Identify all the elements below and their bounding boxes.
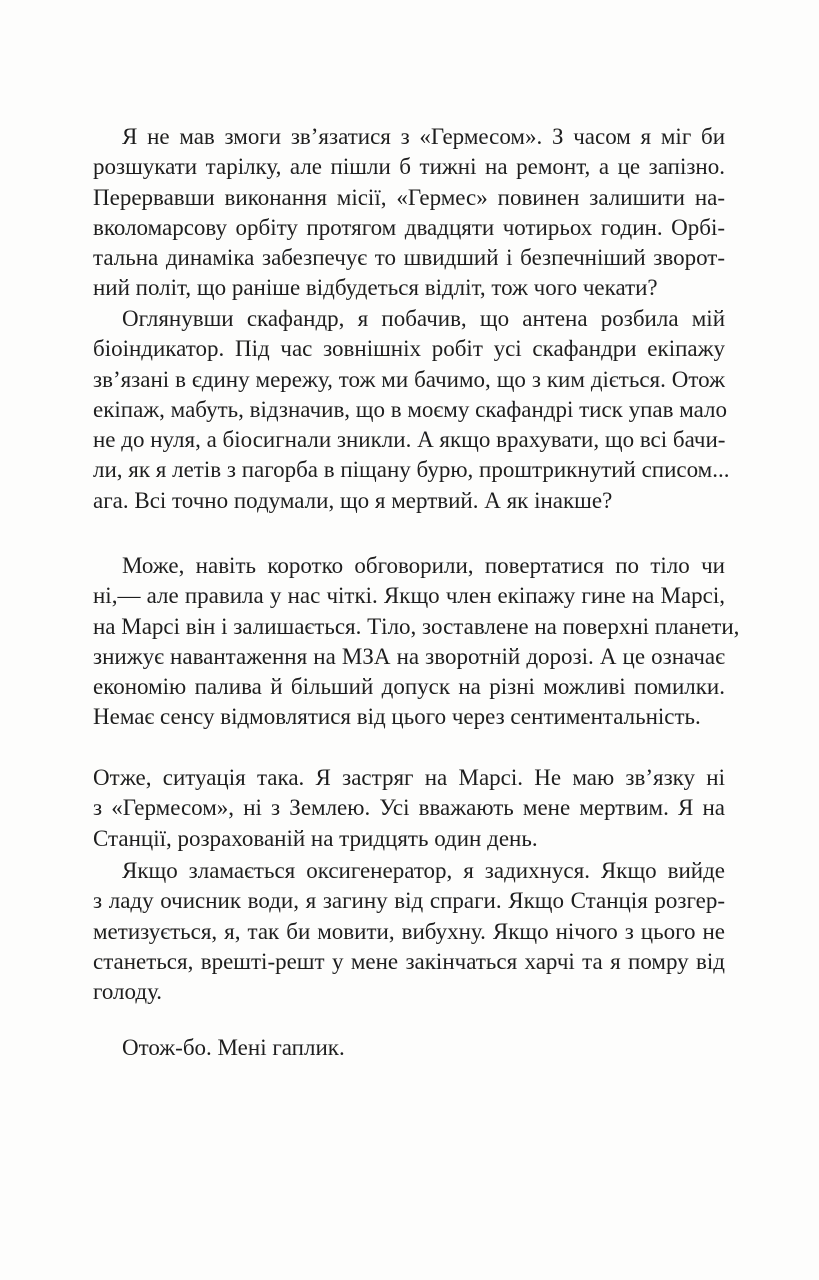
text-line: ні,— але правила у нас чіткі. Якщо член екіпажу гине на Марсі, [93,583,725,609]
text-line: економію палива й більший допуск на різні можливі помилки. [93,674,725,700]
text-line: зв’язані в єдину мережу, тож ми бачимо, що з ким діється. Отож [93,366,725,392]
text-line: тальна динаміка забезпечує то швидший і безпечніший зворот- [93,245,725,271]
text-line: Якщо зламається оксигенератор, я задихнуся. Якщо вийде [122,858,725,883]
text-line: вколомарсову орбіту протягом двадцяти чотирьох годин. Орбі- [93,214,725,240]
text-line: Оглянувши скафандр, я побачив, що антена розбила мій [122,306,725,331]
text-line: знижує навантаження на МЗА на зворотній дорозі. А це означає [93,643,725,669]
text-line: екіпаж, мабуть, відзначив, що в моєму скафандрі тиск упав мало [93,396,728,422]
paragraph-5 [93,856,725,1007]
text-line: розшукати тарілку, але пішли б тижні на ремонт, а це запізно. [93,154,725,180]
text-line: ли, як я летів з пагорба в піщану бурю, проштрикнутий списом... [93,457,730,483]
text-line: Я не мав змоги зв’язатися з «Гермесом». З часом я міг би [122,124,725,149]
text-line: Перервавши виконання місії, «Гермес» повинен залишити на- [93,184,725,210]
text-line: станеться, врешті-решт у мене закінчаться харчі та я помру від [93,948,725,974]
paragraph-4 [93,763,725,854]
paragraph-6 [93,1033,725,1063]
text-line: ага. Всі точно подумали, що я мертвий. А як інакше? [93,487,613,513]
text-line: на Марсі він і залишається. Тіло, зоставлене на поверхні планети, [93,613,740,639]
text-line: метизується, я, так би мовити, вибухну. Якщо нічого з цього не [93,918,725,944]
text-line: Отож-бо. Мені гаплик. [122,1035,345,1060]
paragraph-1 [93,122,725,304]
text-line: Отже, ситуація така. Я застряг на Марсі. Не маю зв’язку ні [93,765,725,790]
text-line: голоду. [93,979,163,1005]
text-line: з ладу очисник води, я загину від спраги. Якщо Станція розгер- [93,888,725,914]
text-line: Може, навіть коротко обговорили, повертатися по тіло чи [122,553,725,578]
text-line: Станції, розрахованій на тридцять один день. [93,825,538,851]
paragraph-3 [93,551,740,733]
paragraph-2 [93,304,730,516]
text-line: з «Гермесом», ні з Землею. Усі вважають мене мертвим. Я на [93,795,725,821]
text-line: біоіндикатор. Під час зовнішніх робіт усі скафандри екіпажу [93,336,725,362]
text-line: не до нуля, а біосигнали зникли. А якщо врахувати, що всі бачи- [93,427,726,453]
text-line: ний політ, що раніше відбудеться відліт, тож чого чекати? [93,275,658,301]
text-line: Немає сенсу відмовлятися від цього через сентиментальність. [93,704,701,730]
